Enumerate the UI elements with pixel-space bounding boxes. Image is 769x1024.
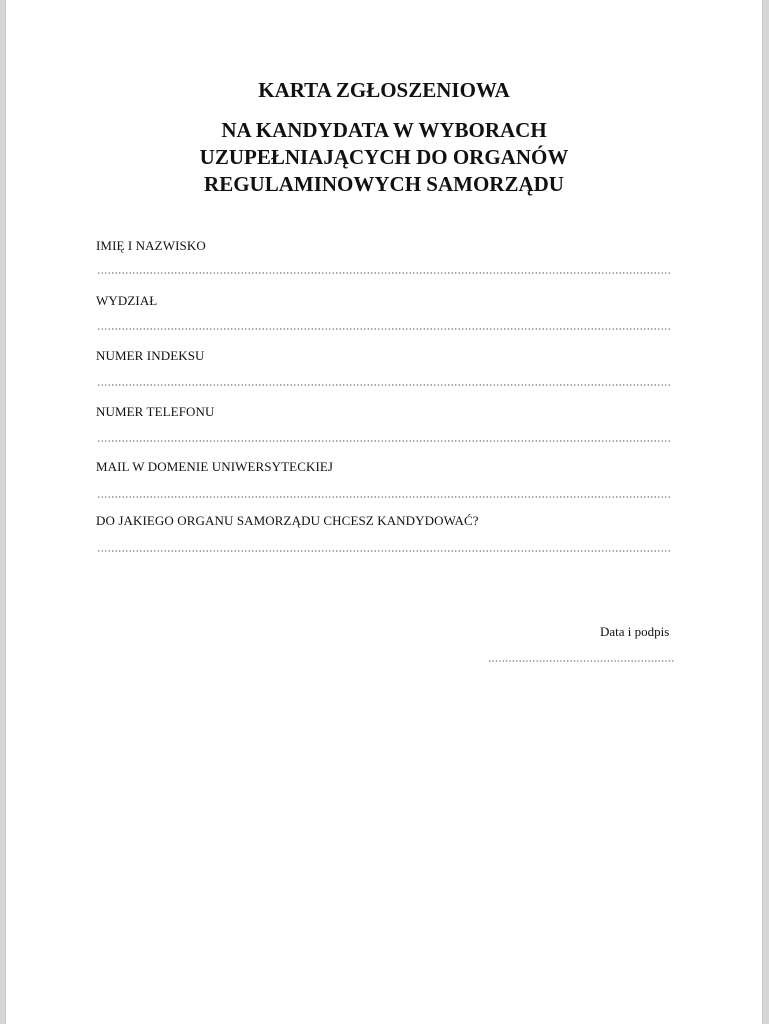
field-input-student-id[interactable] [97,384,671,386]
document-page [5,0,763,1024]
field-input-phone[interactable] [97,440,671,442]
subtitle-line: UZUPEŁNIAJĄCYCH DO ORGANÓW [199,145,569,169]
document-title: KARTA ZGŁOSZENIOWA [258,78,510,102]
subtitle-line: REGULAMINOWYCH SAMORZĄDU [204,172,564,196]
signature-input[interactable] [488,660,674,662]
field-label-student-id: NUMER INDEKSU [96,348,205,363]
field-input-body[interactable] [97,550,671,552]
document-subtitle [6,117,762,198]
field-input-faculty[interactable] [97,328,671,330]
field-label-phone: NUMER TELEFONU [96,404,215,419]
signature-label: Data i podpis [600,624,670,639]
field-label-name: IMIĘ I NAZWISKO [96,238,206,253]
field-label-faculty: WYDZIAŁ [96,293,158,308]
field-input-name[interactable] [97,272,671,274]
field-label-body: DO JAKIEGO ORGANU SAMORZĄDU CHCESZ KANDYDOWAĆ? [96,513,479,528]
field-label-email: MAIL W DOMENIE UNIWERSYTECKIEJ [96,459,334,474]
subtitle-line: NA KANDYDATA W WYBORACH [221,118,547,142]
field-input-email[interactable] [97,496,671,498]
